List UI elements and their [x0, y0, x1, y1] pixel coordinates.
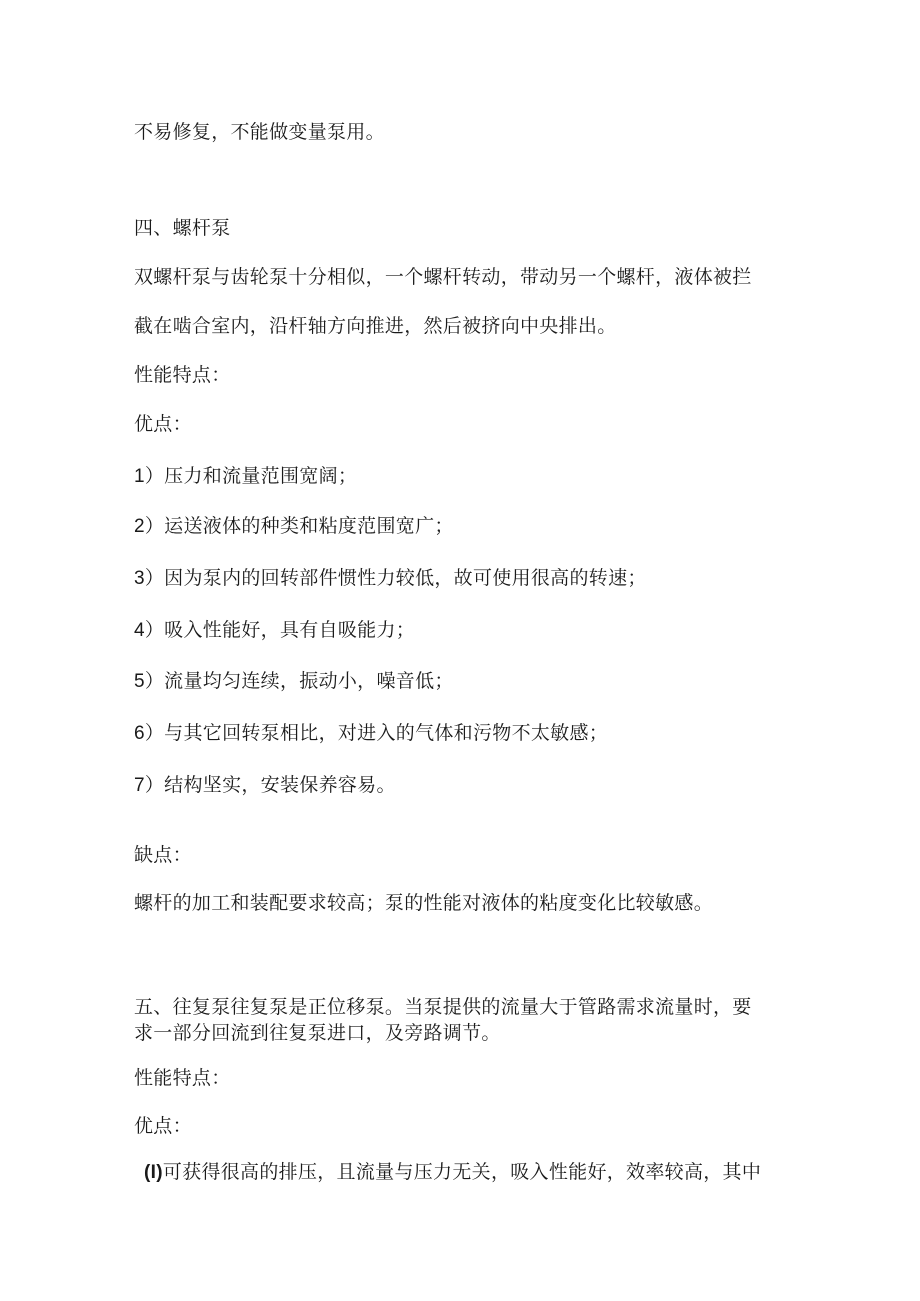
list-item-text: ）运送液体的种类和粘度范围宽广；: [144, 515, 454, 537]
list-item-number: 6: [134, 723, 145, 744]
list-item-number: 5: [134, 671, 145, 692]
list-item-number: 7: [134, 775, 145, 796]
section-heading: 五、往复泵往复泵是正位移泵。当泵提供的流量大于管路需求流量时，要: [134, 996, 752, 1018]
paragraph-line: 截在啮合室内，沿杆轴方向推进，然后被挤向中央排出。: [134, 315, 617, 337]
disadvantages-label: 缺点：: [134, 844, 192, 866]
advantages-label: 优点：: [134, 413, 192, 435]
list-item: [134, 565, 647, 592]
list-item: [134, 463, 357, 490]
paragraph-line: 不易修复，不能做变量泵用。: [134, 121, 385, 143]
list-item-text: ）压力和流量范围宽阔；: [144, 465, 358, 487]
paragraph-line: 双螺杆泵与齿轮泵十分相似，一个螺杆转动，带动另一个螺杆，液体被拦: [134, 266, 752, 288]
list-item: [134, 720, 608, 747]
features-label: 性能特点：: [134, 364, 231, 386]
list-item-text: ）因为泵内的回转部件惯性力较低，故可使用很高的转速；: [144, 567, 647, 589]
list-item-number: 3: [134, 568, 145, 589]
list-item: [134, 668, 454, 695]
paragraph-line: 求一部分回流到往复泵进口，及旁路调节。: [134, 1022, 501, 1044]
advantages-label: 优点：: [134, 1115, 192, 1137]
list-item-text: ）吸入性能好，具有自吸能力；: [144, 619, 416, 641]
list-item-marker: (I): [144, 1162, 163, 1183]
list-item-text: ）流量均匀连续，振动小，噪音低；: [144, 670, 454, 692]
list-item-number: 1: [134, 466, 145, 487]
list-item-text: ）与其它回转泵相比，对进入的气体和污物不太敏感；: [144, 722, 609, 744]
features-label: 性能特点：: [134, 1067, 231, 1089]
list-item: [134, 513, 454, 540]
list-item: [144, 1159, 761, 1186]
list-item-text: 可获得很高的排压，且流量与压力无关，吸入性能好，效率较高，其中: [162, 1161, 762, 1183]
list-item: [134, 617, 415, 644]
list-item-text: ）结构坚实，安装保养容易。: [144, 774, 396, 796]
section-heading: 四、螺杆泵: [134, 217, 231, 239]
paragraph-line: 螺杆的加工和装配要求较高；泵的性能对液体的粘度变化比较敏感。: [134, 892, 714, 914]
list-item: [134, 772, 396, 799]
list-item-number: 2: [134, 516, 145, 537]
list-item-number: 4: [134, 620, 145, 641]
